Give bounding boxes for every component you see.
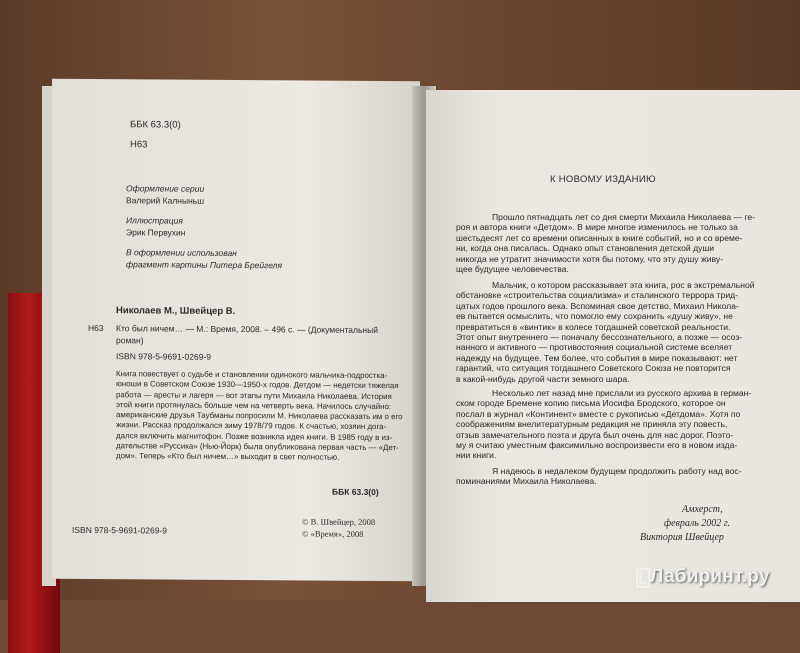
paragraph-line: Я надеюсь в недалеком будущем продолжить работу над вос- (492, 466, 742, 476)
annotation-line: этой книги протянулась больше чем на четверть века. Начилось случайно: (116, 400, 392, 411)
paragraph-line: никогда не утратит значимости хотя бы потому, что эту душу живу- (456, 253, 724, 264)
annotation-line: дался включить магнитофон. Позже возникла идея книги. В 1985 году в из- (116, 430, 393, 442)
right-page (426, 90, 800, 602)
labirint-logo-icon (636, 568, 650, 588)
paragraph-line: Этот опыт внутреннего — поначалу бессознательного, а позже — осоз- (456, 332, 743, 343)
paragraph-line: отзыв замечательного поэта и друга был очень для нас дорог. Поэто- (456, 429, 734, 440)
paragraph-line: щее будущее человечества. (456, 264, 569, 275)
paragraph-line: роя и автора книги «Детдом». В мире многое изменилось не только за (456, 222, 738, 233)
author-code: Н63 (130, 139, 148, 151)
copyright-author: © В. Швейцер, 2008 (302, 516, 376, 527)
paragraph-2 (456, 280, 755, 384)
series-design-name: Валерий Калныньш (126, 195, 205, 206)
bbk-classification-bottom: ББК 63.3(0) (332, 486, 379, 497)
annotation-line: американские друзья Таубманы попросили М. Николаева рассказать им о его (116, 410, 403, 422)
catalog-code: Н63 (88, 322, 104, 334)
painting-note-line1: В оформлении использован (126, 247, 237, 259)
illustration-name: Эрик Первухин (126, 227, 186, 238)
paragraph-line: ском городе Бремене копию письма Иосифа Бродского, которое он (456, 398, 726, 409)
annotation-line: дом». Теперь «Кто был ничем…» выходит в свет полностью. (116, 451, 340, 463)
annotation-line: Книга повествует о судьбе и становлении одинокого мальчика-подростка- (116, 369, 388, 381)
paragraph-line: надежду на будущее. Тем более, что события в мире показывают: нет (456, 352, 738, 363)
paragraph-line: шестьдесят лет со времени описанных в книге событий, но и со време- (456, 232, 743, 243)
signature-name: Виктория Швейцер (640, 532, 724, 543)
paragraph-line: обстановке «строительства социализма» и сталинского террора трид- (456, 290, 738, 301)
paragraph-line: цатых годов прошлого века. Вспоминая свое детство, Михаил Николa- (456, 300, 739, 311)
paragraph-line: поминаниями Михаила Николаева. (456, 476, 597, 487)
signature-place: Амхерст, (682, 504, 723, 515)
painting-note-line2: фрагмент картины Питера Брейгеля (126, 259, 282, 271)
annotation-line: работа — аресты и лагеря — вот этапы пути Михаила Николаева. История (116, 389, 392, 401)
paragraph-4 (456, 466, 742, 487)
bbk-classification: ББК 63.3(0) (130, 119, 181, 131)
book-annotation (116, 369, 403, 464)
left-page (52, 79, 420, 582)
paragraph-line: ни, когда она писалась. Однако опыт становления детской души (456, 243, 715, 254)
paragraph-line: гарантий, что ситуация тогдашнего Советского Союза не повторится (456, 363, 731, 374)
paragraph-line: му я считаю уместным факсимильно воспроизвести его в новом изда- (456, 440, 738, 451)
open-book (8, 78, 800, 600)
annotation-line: жизни. Рассказ продолжался зиму 1978/79 годов. К счастью, хозяин дога- (116, 420, 387, 432)
annotation-line: юноши в Советском Союзе 1930—1950-х годов. Детдом — недетски тяжелая (116, 379, 399, 391)
paragraph-1 (456, 212, 755, 274)
catalog-entry-line2: роман) (116, 335, 144, 346)
annotation-line: дательстве «Руссика» (Нью-Йорк) была опубликована первая часть — «Дет- (116, 441, 399, 453)
paragraph-line: Прошло пятнадцать лет со дня смерти Михаила Николаева — ге- (492, 212, 756, 222)
paragraph-line: Несколько лет назад мне прислали из русского архива в герман- (492, 388, 752, 398)
paragraph-line: соображениям внелитературным редакция не приняла эту повесть, (456, 419, 728, 430)
paragraph-3 (456, 388, 751, 461)
catalog-entry-line1: Кто был ничем… — М.: Время, 2008. – 496 с. — (Документальный (116, 323, 378, 335)
section-heading: К НОВОМУ ИЗДАНИЮ (550, 174, 656, 185)
paragraph-line: ев пытается осмыслить, что помогло ему сохранить «душу живу», не (456, 311, 733, 322)
signature-date: февраль 2002 г. (664, 518, 731, 529)
isbn-bottom: ISBN 978-5-9691-0269-9 (72, 524, 167, 536)
paragraph-line: в какой-нибудь другой части земного шара. (456, 373, 630, 384)
paragraph-line: превратиться в «винтик» в колесе тогдашней советской реальности. (456, 321, 731, 332)
paragraph-line: послал в журнал «Континент» вместе с рукописью «Детдома». Хотя по (456, 408, 741, 419)
watermark-text: Лабиринт.ру (650, 566, 770, 587)
paragraph-line: Мальчик, о котором рассказывает эта книга, рос в экстремальной (492, 280, 755, 290)
series-design-label: Оформление серии (126, 183, 205, 194)
copyright-publisher: © «Время», 2008 (302, 528, 364, 539)
catalog-authors: Николаев М., Швейцер В. (116, 305, 236, 317)
paragraph-line: нии книги. (456, 450, 497, 461)
catalog-isbn: ISBN 978-5-9691-0269-9 (116, 351, 211, 362)
illustration-label: Иллюстрация (126, 215, 183, 226)
paragraph-line: нанного и активного — противостояния социальной системе вселяет (456, 342, 733, 353)
